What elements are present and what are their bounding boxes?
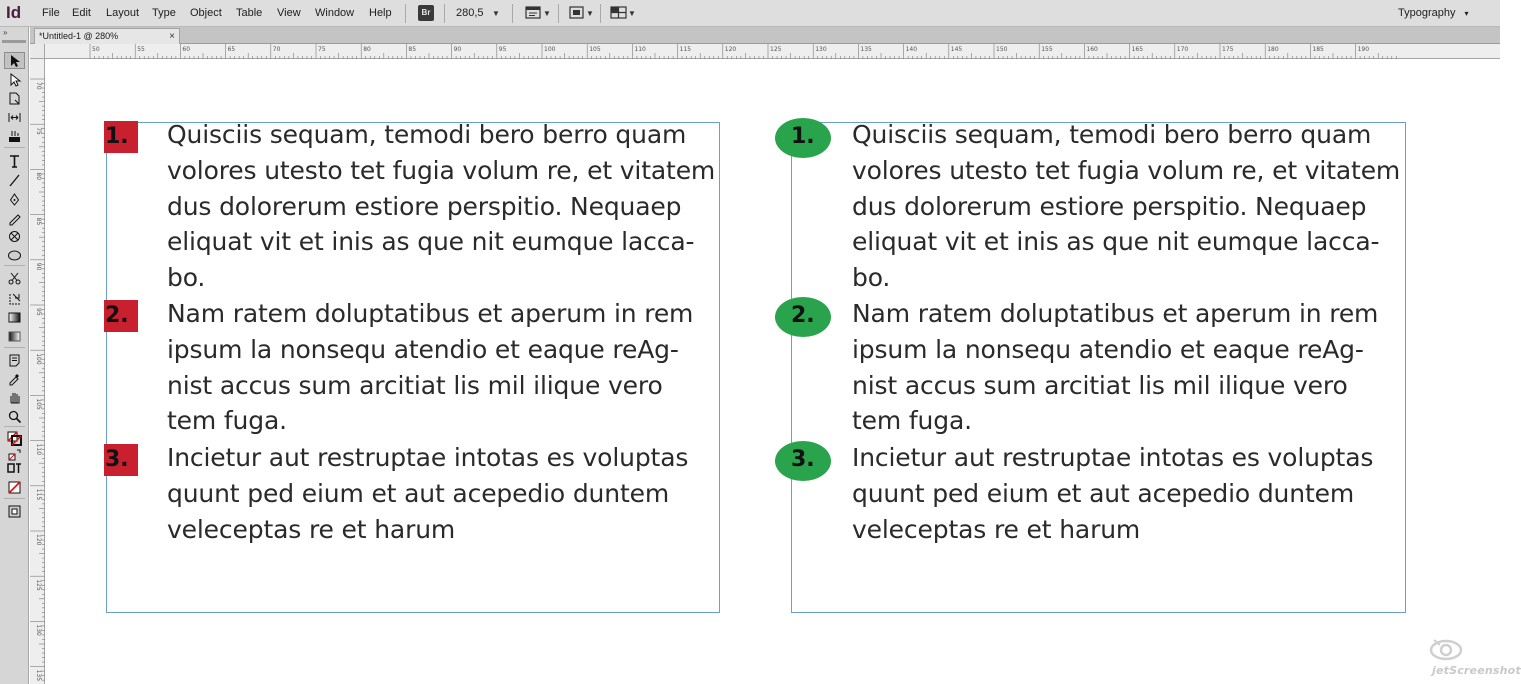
screen-mode-dropdown-icon[interactable]: ▼ — [586, 9, 594, 18]
ruler-label: 180 — [1267, 46, 1279, 53]
ruler-label: 170 — [1176, 46, 1189, 53]
tool-separator — [4, 426, 25, 427]
list-item-line: tem fuga. — [167, 406, 287, 436]
list-item-line: dus dolorerum estiore perspitio. Nequaep — [852, 191, 1367, 221]
ruler-label: 120 — [35, 534, 42, 546]
direct-selection-tool-icon[interactable] — [4, 71, 25, 88]
toolbar-separator — [405, 4, 406, 23]
ruler-label: 115 — [35, 488, 42, 501]
list-item-line: nist accus sum arcitiat lis mil ilique vero — [167, 370, 663, 400]
fill-stroke-icon[interactable] — [4, 430, 25, 447]
selection-tool-icon[interactable] — [4, 52, 25, 69]
workspace-switcher[interactable] — [1398, 5, 1469, 22]
list-item-line: veleceptas re et harum — [167, 514, 456, 544]
menu-help[interactable]: Help — [369, 7, 392, 19]
list-item-line: bo. — [852, 263, 891, 293]
menu-table[interactable]: Table — [236, 7, 263, 19]
ruler-label: 135 — [860, 46, 872, 53]
ruler-label: 165 — [1131, 46, 1144, 53]
list-item-line: Quisciis sequam, temodi bero berro quam — [852, 120, 1372, 149]
list-item-line: volores utesto tet fugia volum re, et vitatem — [167, 155, 716, 185]
ruler-label: 120 — [724, 46, 737, 53]
toolbar-separator — [512, 4, 513, 23]
menu-type[interactable]: Type — [152, 7, 176, 19]
list-item[interactable] — [852, 296, 1378, 439]
zoom-tool-icon[interactable] — [4, 408, 25, 425]
scissors-tool-icon[interactable] — [4, 270, 25, 287]
content-collector-icon[interactable] — [4, 128, 25, 145]
list-item-line: volores utesto tet fugia volum re, et vitatem — [852, 155, 1401, 185]
ruler-label: 105 — [35, 398, 42, 410]
list-item-line: Nam ratem doluptatibus et aperum in rem — [852, 299, 1379, 328]
panel-collapse-icon[interactable]: » — [3, 28, 8, 37]
list-number: 1. — [105, 124, 129, 149]
list-item-line: Nam ratem doluptatibus et aperum in rem — [167, 299, 694, 328]
line-tool-icon[interactable] — [4, 172, 25, 189]
menu-edit[interactable]: Edit — [72, 7, 91, 19]
ruler-label: 75 — [35, 127, 42, 135]
ruler-label: 130 — [35, 624, 42, 636]
menu-layout[interactable]: Layout — [106, 7, 140, 19]
ruler-label: 160 — [1086, 46, 1098, 53]
gap-tool-icon[interactable] — [4, 109, 25, 126]
note-tool-icon[interactable] — [4, 352, 25, 369]
ruler-label: 175 — [1222, 46, 1234, 53]
ruler-label: 50 — [92, 46, 100, 53]
ruler-label: 100 — [35, 353, 42, 365]
ruler-label: 55 — [137, 46, 145, 53]
pencil-tool-icon[interactable] — [4, 210, 25, 227]
workspace-label: Typography — [1398, 7, 1456, 19]
menu-object[interactable]: Object — [190, 7, 222, 19]
ruler-label: 90 — [453, 46, 462, 53]
close-tab-icon[interactable]: × — [169, 31, 175, 42]
ruler-label: 70 — [272, 46, 281, 53]
menu-view[interactable]: View — [277, 7, 301, 19]
list-item[interactable] — [852, 440, 1373, 547]
screen-mode-icon[interactable] — [4, 503, 25, 520]
ruler-label: 100 — [544, 46, 556, 53]
ruler-label: 80 — [35, 172, 42, 181]
list-item-line: Incietur aut restruptae intotas es voluptas — [167, 443, 689, 472]
document-tab[interactable] — [34, 28, 180, 44]
ruler-label: 110 — [634, 46, 646, 53]
ruler-label: 105 — [589, 46, 601, 53]
toolbar-separator — [558, 4, 559, 23]
arrange-documents-icon[interactable] — [610, 5, 628, 20]
ruler-label: 125 — [35, 579, 42, 591]
list-item[interactable] — [167, 117, 715, 296]
zoom-dropdown-icon[interactable]: ▼ — [492, 9, 500, 18]
ruler-origin[interactable] — [30, 44, 45, 59]
list-item-line: bo. — [167, 263, 206, 293]
go-to-bridge-button[interactable]: Br — [418, 5, 434, 21]
ellipse-tool-icon[interactable] — [4, 247, 25, 264]
list-item-line: ipsum la nonsequ atendio et eaque reAg- — [167, 334, 679, 364]
zoom-level-field[interactable]: 280,5 — [456, 7, 484, 19]
list-item-line: ipsum la nonsequ atendio et eaque reAg- — [852, 334, 1364, 364]
tool-separator — [4, 498, 25, 499]
gradient-swatch-tool-icon[interactable] — [4, 309, 25, 326]
gradient-feather-tool-icon[interactable] — [4, 328, 25, 345]
tool-separator — [4, 347, 25, 348]
pen-tool-icon[interactable] — [4, 191, 25, 208]
screen-mode-icon[interactable] — [568, 5, 586, 20]
ruler-label: 95 — [498, 46, 507, 53]
menu-bar — [0, 0, 1500, 27]
list-item-line: Incietur aut restruptae intotas es voluptas — [852, 443, 1374, 472]
ruler-label: 130 — [815, 46, 827, 53]
ruler-label: 145 — [950, 46, 963, 53]
ruler-label: 150 — [996, 46, 1008, 53]
list-item-line: tem fuga. — [852, 406, 972, 436]
list-item-line: Quisciis sequam, temodi bero berro quam — [167, 120, 687, 149]
ruler-label: 80 — [363, 46, 371, 53]
page-tool-icon[interactable] — [4, 90, 25, 107]
ruler-label: 155 — [1041, 46, 1053, 53]
list-number: 2. — [105, 303, 129, 328]
view-options-icon[interactable] — [525, 5, 543, 20]
watermark-text: jetScreenshot — [1432, 664, 1521, 677]
ruler-label: 125 — [770, 46, 782, 53]
ruler-label: 65 — [227, 46, 236, 53]
apply-none-icon[interactable] — [4, 479, 25, 496]
tool-separator — [4, 265, 25, 266]
ruler-label: 75 — [318, 46, 326, 53]
list-item[interactable] — [852, 117, 1400, 296]
ruler-label: 110 — [35, 443, 42, 456]
ruler-label: 185 — [1312, 46, 1324, 53]
view-options-dropdown-icon[interactable]: ▼ — [543, 9, 551, 18]
formatting-affects-container-icon[interactable] — [4, 460, 25, 477]
toolbar-separator — [444, 4, 445, 23]
list-number: 2. — [791, 303, 815, 328]
menu-file[interactable]: File — [42, 7, 60, 19]
document-tab-bar — [30, 27, 1500, 44]
list-item-line: eliquat vit et inis as que nit eumque lacca- — [167, 227, 695, 257]
list-number: 3. — [105, 447, 129, 472]
type-tool-icon[interactable] — [4, 153, 25, 170]
eyedropper-tool-icon[interactable] — [4, 370, 25, 387]
ruler-label: 85 — [408, 46, 417, 53]
workspace-dropdown-icon: ▾ — [1464, 9, 1469, 18]
list-item[interactable] — [167, 440, 688, 547]
ruler-label: 115 — [679, 46, 692, 53]
list-item-line: veleceptas re et harum — [852, 514, 1141, 544]
list-item[interactable] — [167, 296, 693, 439]
menu-window[interactable]: Window — [315, 7, 355, 19]
horizontal-ruler[interactable] — [45, 44, 1500, 59]
list-number: 1. — [791, 124, 815, 149]
ruler-label: 140 — [905, 46, 918, 53]
list-item-line: nist accus sum arcitiat lis mil ilique vero — [852, 370, 1348, 400]
list-item-line: eliquat vit et inis as que nit eumque lacca- — [852, 227, 1380, 257]
ruler-label: 190 — [1357, 46, 1370, 53]
list-item-line: quunt ped eium et aut acepedio duntem — [167, 478, 670, 508]
ruler-label: 60 — [182, 46, 191, 53]
vertical-ruler[interactable] — [30, 59, 45, 684]
ruler-label: 95 — [35, 308, 42, 316]
ruler-label: 135 — [35, 669, 42, 682]
rectangle-frame-tool-icon[interactable] — [4, 228, 25, 245]
tools-panel-grip[interactable] — [2, 40, 26, 43]
hand-tool-icon[interactable] — [4, 389, 25, 406]
indesign-logo: Id — [6, 3, 22, 22]
list-item-line: quunt ped eium et aut acepedio duntem — [852, 478, 1355, 508]
tools-panel — [0, 27, 29, 684]
toolbar-separator — [600, 4, 601, 23]
ruler-label: 70 — [35, 82, 42, 90]
ruler-label: 90 — [35, 262, 42, 271]
free-transform-tool-icon[interactable] — [4, 290, 25, 307]
document-tab-title: *Untitled-1 @ 280% — [39, 31, 119, 41]
arrange-documents-dropdown-icon[interactable]: ▼ — [628, 9, 636, 18]
ruler-label: 85 — [35, 217, 42, 226]
list-item-line: dus dolorerum estiore perspitio. Nequaep — [167, 191, 682, 221]
list-number: 3. — [791, 447, 815, 472]
watermark-logo-icon — [1428, 636, 1464, 666]
tool-separator — [4, 147, 25, 148]
